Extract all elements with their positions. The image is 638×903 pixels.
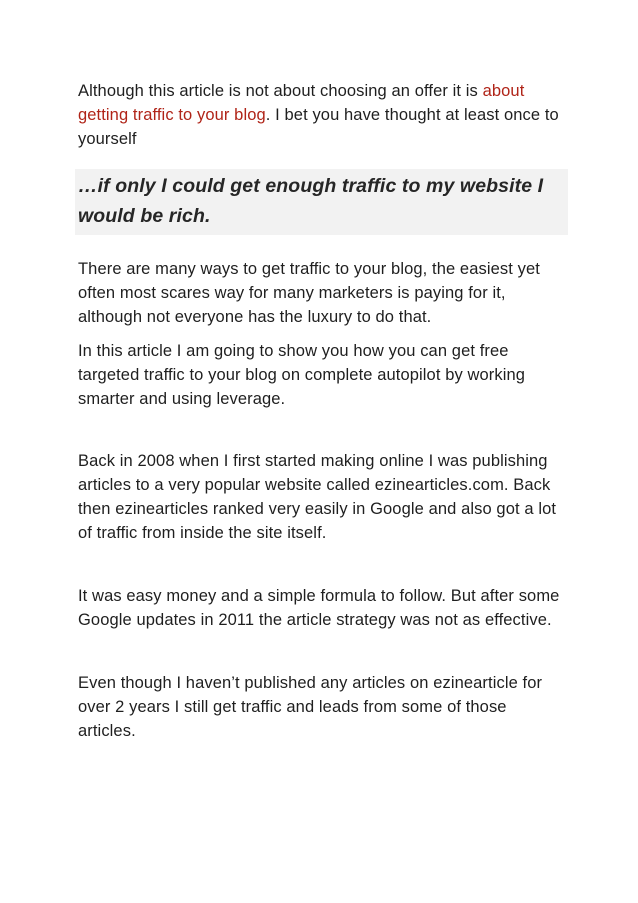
body-paragraph-5: Even though I haven’t published any articles on ezinearticle for over 2 years I still get traffic and leads from some of those articles. xyxy=(78,674,543,740)
pull-quote-box xyxy=(75,169,568,235)
intro-text-before-link: Although this article is not about choosing an offer it is xyxy=(78,82,483,100)
body-paragraph-3: Back in 2008 when I first started making online I was publishing articles to a very popular website called ezinearticles.com. Back then ezinearticles ranked very easily in Google and also got a lot of traffic from inside the site itself. xyxy=(78,452,557,542)
body-paragraph-4: It was easy money and a simple formula to follow. But after some Google updates in 2011 the article strategy was not as effective. xyxy=(78,587,560,629)
body-paragraph-2: In this article I am going to show you how you can get free targeted traffic to your blog on complete autopilot by working smarter and using leverage. xyxy=(78,342,526,408)
blog-traffic-link[interactable]: about getting traffic to your blog xyxy=(78,82,525,124)
body-paragraph-1: There are many ways to get traffic to your blog, the easiest yet often most scares way for many marketers is paying for it, although not everyone has the luxury to do that. xyxy=(78,260,540,326)
article-body xyxy=(78,79,568,743)
intro-paragraph xyxy=(78,79,568,151)
intro-text-after-link: . I bet you have thought at least once to yourself xyxy=(78,106,559,148)
pull-quote-text: …if only I could get enough traffic to my website I would be rich. xyxy=(78,175,544,227)
